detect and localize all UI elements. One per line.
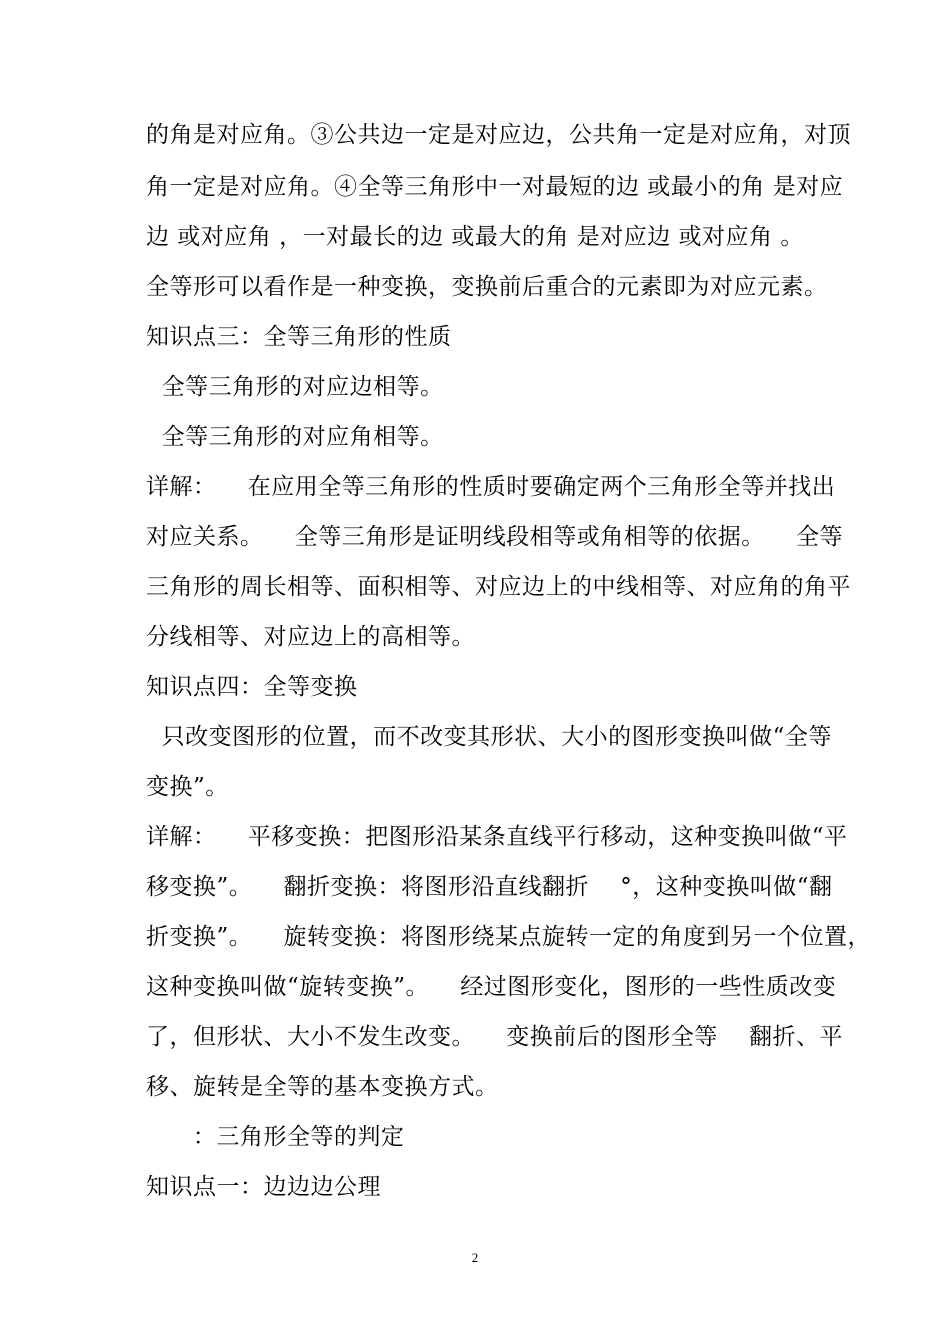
page-number: 2 [471, 1250, 479, 1265]
text-line: 只改变图形的位置，而不改变其形状、大小的图形变换叫做“全等 [146, 724, 832, 750]
text-line: 折变换”。 旋转变换：将图形绕某点旋转一定的角度到另一个位置， [146, 924, 872, 950]
section-heading: 知识点一：边边边公理 [146, 1174, 381, 1200]
text-line: 全等三角形的对应角相等。 [146, 424, 444, 450]
text-line: 分线相等、对应边上的高相等。 [146, 624, 475, 650]
text-line: 对应关系。 全等三角形是证明线段相等或角相等的依据。 全等 [146, 524, 843, 550]
text-line: 了，但形状、大小不发生改变。 变换前后的图形全等 翻折、平 [146, 1024, 843, 1050]
text-line: 这种变换叫做“旋转变换”。 经过图形变化，图形的一些性质改变 [146, 974, 837, 1000]
text-line: 全等三角形的对应边相等。 [146, 374, 444, 400]
text-line: 移、旋转是全等的基本变换方式。 [146, 1074, 499, 1100]
text-line: 角一定是对应角。④全等三角形中一对最短的边 或最小的角 是对应 [146, 174, 844, 200]
text-line: 三角形的周长相等、面积相等、对应边上的中线相等、对应角的角平 [146, 574, 851, 600]
text-line: 变换”。 [146, 774, 229, 800]
text-line: 边 或对应角 ，一对最长的边 或最大的角 是对应边 或对应角 。 [146, 224, 804, 250]
text-line: 移变换”。 翻折变换：将图形沿直线翻折 °，这种变换叫做“翻 [146, 874, 833, 900]
section-heading: 知识点四：全等变换 [146, 674, 358, 700]
section-heading: 知识点三：全等三角形的性质 [146, 324, 452, 350]
text-line: 详解： 平移变换：把图形沿某条直线平行移动，这种变换叫做“平 [146, 824, 848, 850]
text-line: 的角是对应角。③公共边一定是对应边，公共角一定是对应角，对顶 [146, 122, 851, 148]
text-line: 详解： 在应用全等三角形的性质时要确定两个三角形全等并找出 [146, 474, 836, 500]
text-line: 全等形可以看作是一种变换，变换前后重合的元素即为对应元素。 [146, 274, 828, 300]
section-heading: ：三角形全等的判定 [146, 1124, 405, 1150]
